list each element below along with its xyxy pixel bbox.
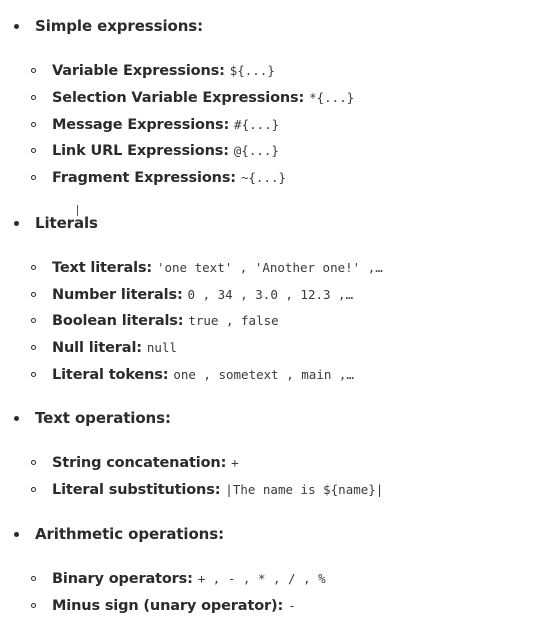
list-item <box>0 257 540 279</box>
item-text <box>52 595 296 617</box>
item-text <box>52 452 239 474</box>
item-label: Binary operators: <box>52 571 193 587</box>
item-label: Link URL Expressions: <box>52 143 229 159</box>
list-item <box>0 364 540 386</box>
item-code: + , - , * , / , % <box>197 571 326 586</box>
item-code: true , false <box>188 313 279 328</box>
list-item <box>0 479 540 501</box>
item-text <box>52 479 383 501</box>
item-text <box>52 114 279 136</box>
list-item <box>0 310 540 332</box>
bullet-circle-icon <box>31 68 36 73</box>
item-text <box>52 257 383 279</box>
item-label: Number literals: <box>52 287 183 303</box>
section-text-operations <box>0 406 540 430</box>
item-code: - <box>288 598 296 613</box>
section-heading <box>0 14 540 38</box>
item-text <box>52 310 279 332</box>
item-code: + <box>231 455 239 470</box>
section-heading <box>0 406 540 430</box>
list-item <box>0 337 540 359</box>
bullet-circle-icon <box>31 372 36 377</box>
item-label: Text literals: <box>52 260 153 276</box>
item-label: Literal tokens: <box>52 367 169 383</box>
item-code: ${...} <box>229 63 275 78</box>
item-code: 0 , 34 , 3.0 , 12.3 ,… <box>187 287 354 302</box>
list-item <box>0 60 540 82</box>
item-label: Minus sign (unary operator): <box>52 598 284 614</box>
item-text <box>52 284 353 306</box>
list-item <box>0 87 540 109</box>
bullet-circle-icon <box>31 175 36 180</box>
list-item <box>0 452 540 474</box>
item-text <box>52 167 286 189</box>
section-label: Literals <box>35 214 98 232</box>
item-code: null <box>146 340 177 355</box>
item-label: String concatenation: <box>52 455 227 471</box>
bullet-circle-icon <box>31 122 36 127</box>
item-label: Literal substitutions: <box>52 482 221 498</box>
bullet-circle-icon <box>31 95 36 100</box>
bullet-circle-icon <box>31 487 36 492</box>
bullet-circle-icon <box>31 148 36 153</box>
item-label: Null literal: <box>52 340 142 356</box>
list-item <box>0 140 540 162</box>
bullet-circle-icon <box>31 292 36 297</box>
item-text <box>52 568 326 590</box>
item-label: Message Expressions: <box>52 117 230 133</box>
section-label: Simple expressions: <box>35 17 204 35</box>
item-code: one , sometext , main ,… <box>173 367 354 382</box>
bullet-disc-icon <box>14 24 19 29</box>
section-label: Arithmetic operations: <box>35 525 224 543</box>
list-item <box>0 284 540 306</box>
list-item <box>0 114 540 136</box>
item-text <box>52 140 279 162</box>
item-text <box>52 364 354 386</box>
item-code: #{...} <box>234 117 280 132</box>
bullet-circle-icon <box>31 265 36 270</box>
section-heading <box>0 211 540 235</box>
item-label: Boolean literals: <box>52 313 184 329</box>
bullet-disc-icon <box>14 532 19 537</box>
list-item <box>0 595 540 617</box>
item-label: Fragment Expressions: <box>52 170 236 186</box>
item-text <box>52 60 275 82</box>
item-text <box>52 337 177 359</box>
bullet-circle-icon <box>31 603 36 608</box>
bullet-circle-icon <box>31 576 36 581</box>
item-label: Selection Variable Expressions: <box>52 90 305 106</box>
section-simple-expressions <box>0 14 540 38</box>
section-label: Text operations: <box>35 409 171 427</box>
list-item <box>0 167 540 189</box>
list-item <box>0 568 540 590</box>
section-literals <box>0 211 540 235</box>
bullet-disc-icon <box>14 416 19 421</box>
item-code: *{...} <box>309 90 355 105</box>
section-heading <box>0 522 540 546</box>
bullet-circle-icon <box>31 318 36 323</box>
item-code: ~{...} <box>240 170 287 185</box>
bullet-disc-icon <box>14 221 19 226</box>
item-code: 'one text' , 'Another one!' ,… <box>156 260 383 275</box>
item-code: |The name is ${name}| <box>225 482 384 497</box>
item-text <box>52 87 354 109</box>
bullet-circle-icon <box>31 460 36 465</box>
section-arithmetic-operations <box>0 522 540 546</box>
item-code: @{...} <box>233 143 279 158</box>
bullet-circle-icon <box>31 345 36 350</box>
item-label: Variable Expressions: <box>52 63 225 79</box>
